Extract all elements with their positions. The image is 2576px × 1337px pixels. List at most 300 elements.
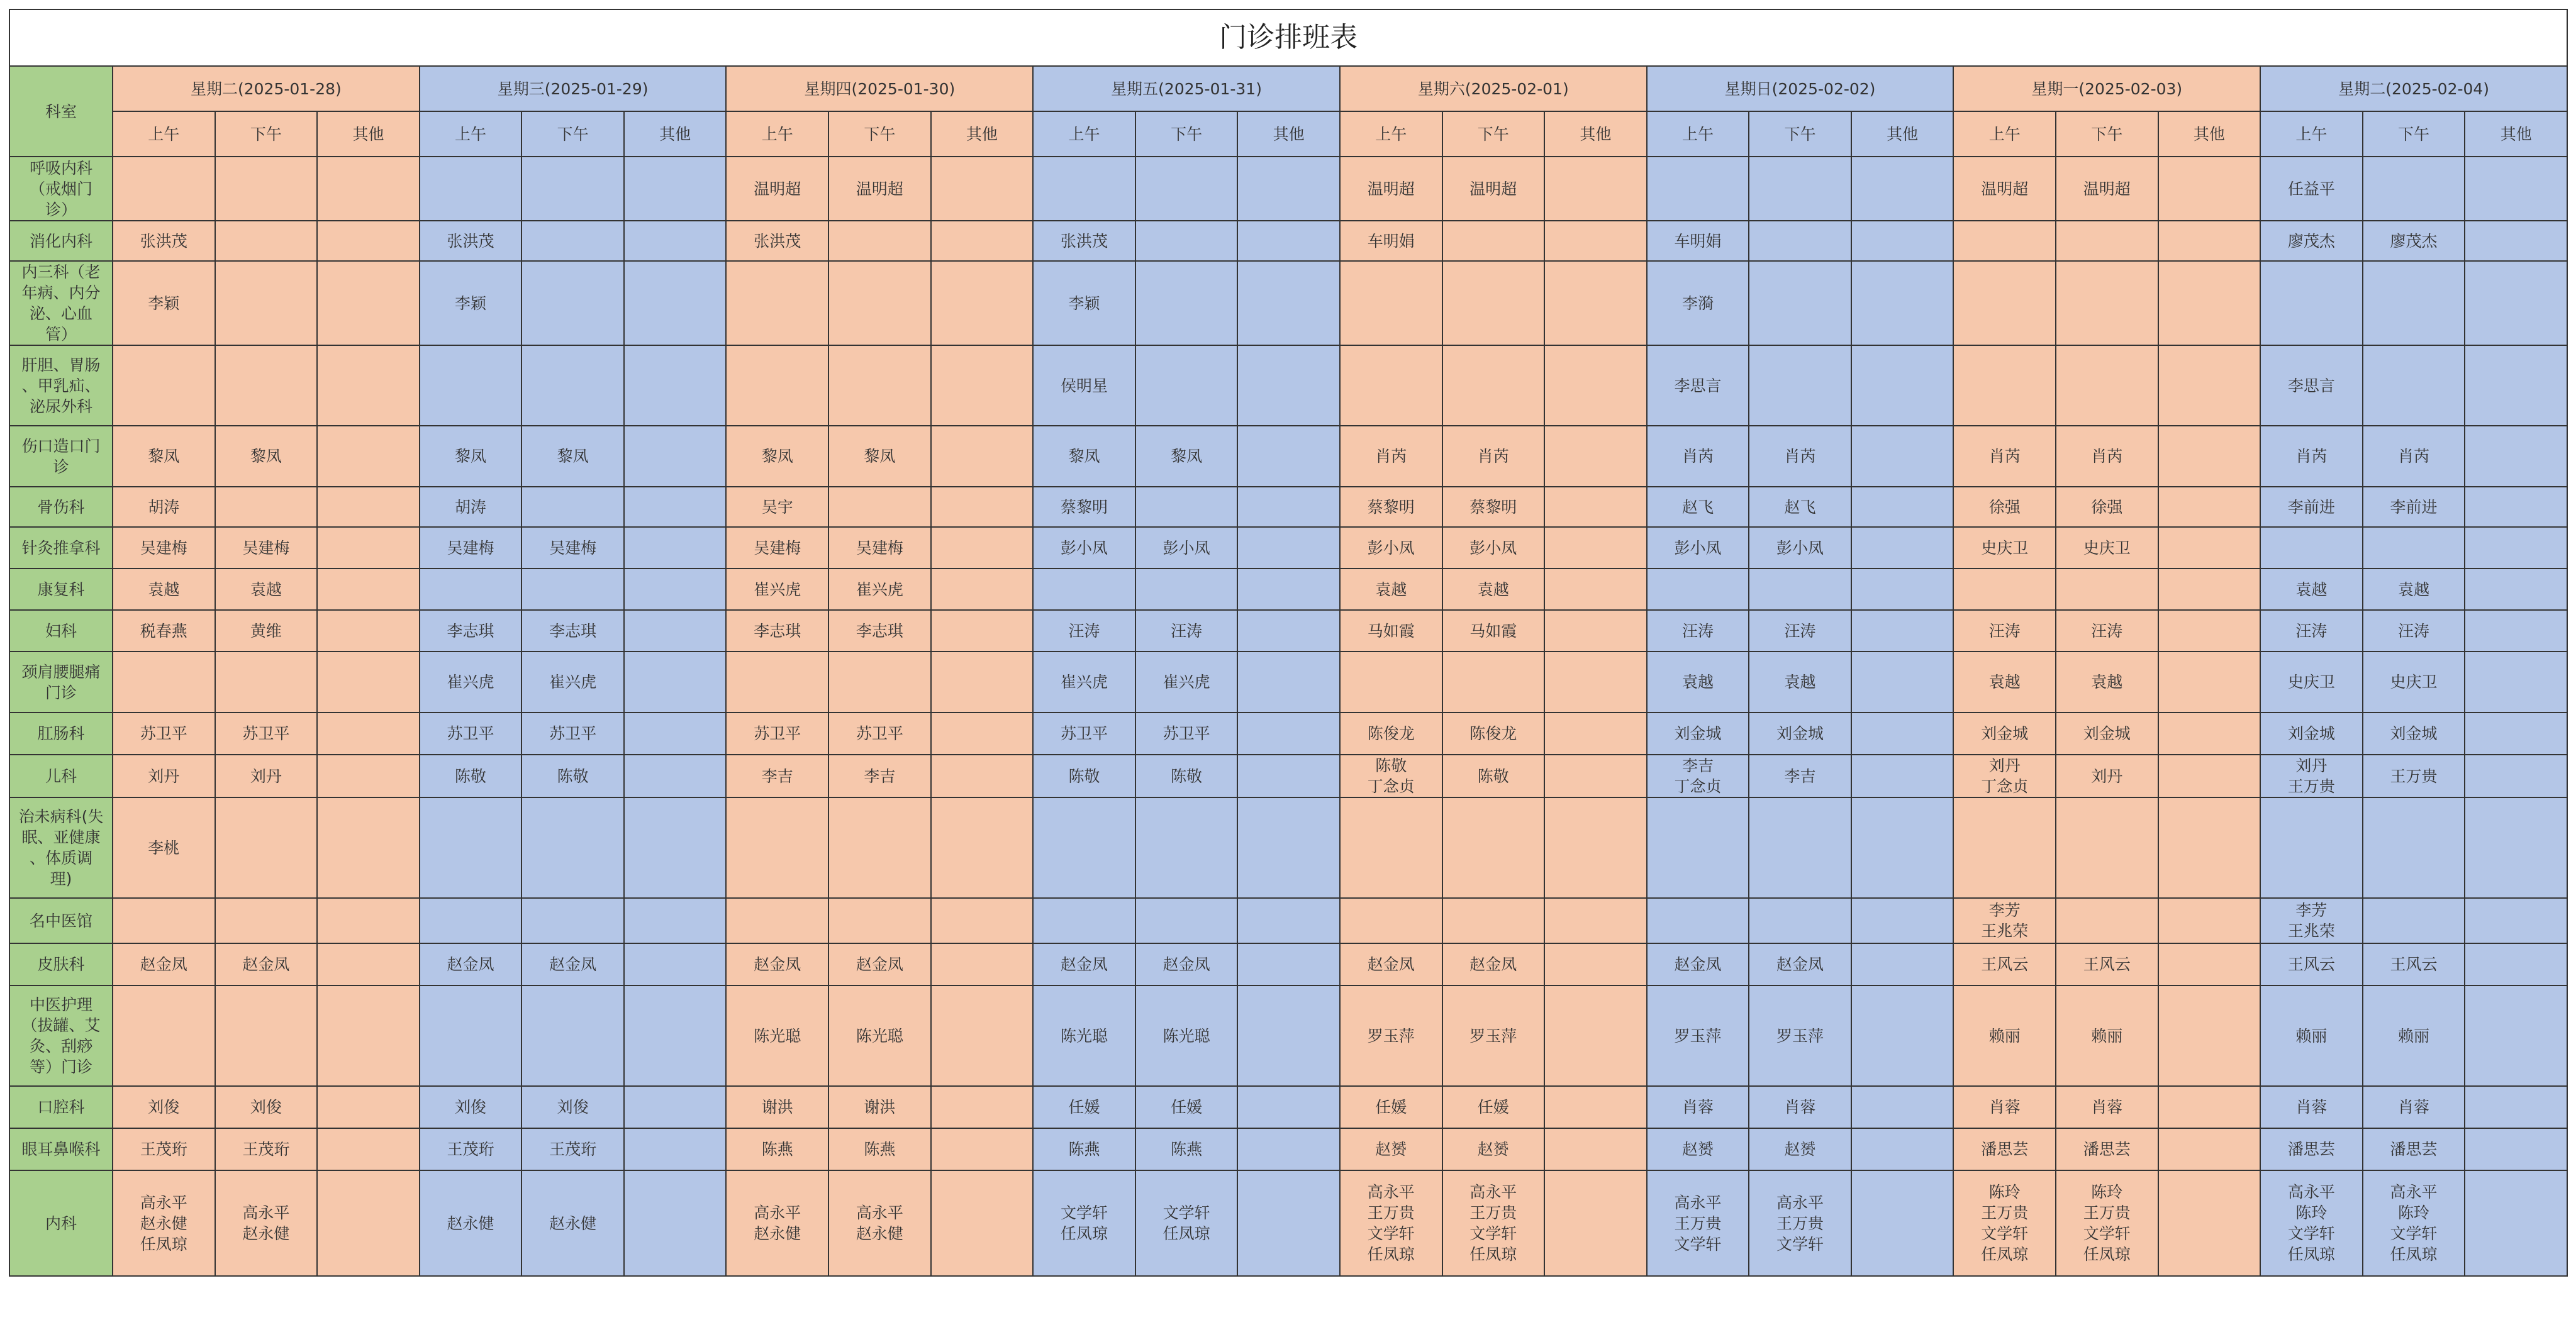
schedule-cell[interactable] bbox=[2363, 1128, 2465, 1170]
schedule-cell[interactable] bbox=[726, 985, 828, 1086]
schedule-cell[interactable] bbox=[2158, 157, 2261, 221]
schedule-cell[interactable] bbox=[1442, 755, 1545, 797]
schedule-cell[interactable] bbox=[1135, 345, 1238, 426]
schedule-cell[interactable] bbox=[1647, 1170, 1749, 1276]
schedule-cell[interactable] bbox=[1851, 487, 1954, 527]
schedule-cell[interactable] bbox=[1749, 652, 1851, 713]
schedule-cell[interactable] bbox=[1647, 221, 1749, 261]
schedule-cell[interactable] bbox=[2260, 487, 2363, 527]
schedule-cell[interactable] bbox=[1033, 985, 1135, 1086]
schedule-cell[interactable] bbox=[624, 610, 727, 652]
schedule-cell[interactable] bbox=[2158, 1128, 2261, 1170]
schedule-cell[interactable] bbox=[1544, 527, 1647, 569]
schedule-cell[interactable] bbox=[2260, 527, 2363, 569]
slot-header[interactable]: 下午 bbox=[215, 111, 318, 157]
slot-header[interactable]: 上午 bbox=[113, 111, 215, 157]
schedule-cell[interactable] bbox=[1237, 1086, 1340, 1128]
schedule-cell[interactable] bbox=[317, 1170, 420, 1276]
schedule-cell[interactable] bbox=[828, 487, 931, 527]
schedule-cell[interactable] bbox=[420, 610, 522, 652]
schedule-cell[interactable] bbox=[420, 1086, 522, 1128]
schedule-cell[interactable] bbox=[1237, 157, 1340, 221]
slot-header[interactable]: 其他 bbox=[1851, 111, 1954, 157]
schedule-cell[interactable] bbox=[420, 797, 522, 898]
schedule-cell[interactable] bbox=[1033, 943, 1135, 985]
schedule-cell[interactable] bbox=[1340, 221, 1442, 261]
schedule-cell[interactable] bbox=[828, 985, 931, 1086]
department-name[interactable] bbox=[9, 527, 113, 569]
schedule-cell[interactable] bbox=[2056, 713, 2158, 755]
schedule-cell[interactable] bbox=[317, 345, 420, 426]
slot-header[interactable]: 上午 bbox=[726, 111, 828, 157]
slot-header[interactable]: 下午 bbox=[828, 111, 931, 157]
schedule-cell[interactable] bbox=[1851, 713, 1954, 755]
schedule-cell[interactable] bbox=[624, 261, 727, 345]
schedule-cell[interactable] bbox=[2056, 652, 2158, 713]
schedule-cell[interactable] bbox=[1442, 943, 1545, 985]
schedule-cell[interactable] bbox=[624, 713, 727, 755]
schedule-cell[interactable] bbox=[1033, 487, 1135, 527]
schedule-cell[interactable] bbox=[113, 221, 215, 261]
schedule-cell[interactable] bbox=[828, 1128, 931, 1170]
schedule-cell[interactable] bbox=[1237, 345, 1340, 426]
schedule-cell[interactable] bbox=[624, 652, 727, 713]
schedule-cell[interactable] bbox=[2056, 487, 2158, 527]
schedule-cell[interactable] bbox=[1237, 943, 1340, 985]
schedule-cell[interactable] bbox=[1237, 527, 1340, 569]
schedule-cell[interactable] bbox=[420, 569, 522, 610]
schedule-cell[interactable] bbox=[420, 652, 522, 713]
schedule-cell[interactable] bbox=[828, 569, 931, 610]
schedule-cell[interactable] bbox=[1851, 1170, 1954, 1276]
schedule-cell[interactable] bbox=[1033, 652, 1135, 713]
schedule-cell[interactable] bbox=[1953, 713, 2056, 755]
schedule-cell[interactable] bbox=[1340, 345, 1442, 426]
day-header[interactable]: 星期四(2025-01-30) bbox=[726, 66, 1033, 111]
schedule-cell[interactable] bbox=[2363, 898, 2465, 943]
schedule-cell[interactable] bbox=[2260, 1086, 2363, 1128]
schedule-cell[interactable] bbox=[1135, 221, 1238, 261]
schedule-cell[interactable] bbox=[1033, 797, 1135, 898]
schedule-cell[interactable] bbox=[317, 898, 420, 943]
schedule-cell[interactable] bbox=[931, 261, 1034, 345]
schedule-cell[interactable] bbox=[420, 1128, 522, 1170]
schedule-cell[interactable] bbox=[420, 157, 522, 221]
schedule-cell[interactable] bbox=[624, 943, 727, 985]
schedule-cell[interactable] bbox=[113, 569, 215, 610]
schedule-cell[interactable] bbox=[726, 221, 828, 261]
schedule-cell[interactable] bbox=[2465, 797, 2567, 898]
schedule-cell[interactable] bbox=[1237, 1128, 1340, 1170]
day-header[interactable]: 星期一(2025-02-03) bbox=[1953, 66, 2260, 111]
schedule-cell[interactable] bbox=[2363, 943, 2465, 985]
schedule-cell[interactable] bbox=[624, 1170, 727, 1276]
schedule-cell[interactable] bbox=[1953, 943, 2056, 985]
schedule-cell[interactable] bbox=[1442, 898, 1545, 943]
schedule-cell[interactable] bbox=[2158, 985, 2261, 1086]
schedule-cell[interactable] bbox=[1340, 943, 1442, 985]
schedule-cell[interactable] bbox=[1851, 652, 1954, 713]
schedule-cell[interactable] bbox=[521, 345, 624, 426]
schedule-cell[interactable] bbox=[1237, 487, 1340, 527]
schedule-cell[interactable] bbox=[1135, 797, 1238, 898]
schedule-cell[interactable] bbox=[828, 527, 931, 569]
schedule-cell[interactable] bbox=[113, 898, 215, 943]
department-name[interactable] bbox=[9, 345, 113, 426]
schedule-cell[interactable] bbox=[2056, 345, 2158, 426]
schedule-cell[interactable] bbox=[2056, 221, 2158, 261]
schedule-cell[interactable] bbox=[215, 487, 318, 527]
schedule-cell[interactable] bbox=[317, 713, 420, 755]
schedule-cell[interactable] bbox=[1135, 261, 1238, 345]
schedule-cell[interactable] bbox=[1851, 755, 1954, 797]
schedule-cell[interactable] bbox=[624, 755, 727, 797]
schedule-cell[interactable] bbox=[624, 345, 727, 426]
schedule-cell[interactable] bbox=[1340, 898, 1442, 943]
schedule-cell[interactable] bbox=[2158, 652, 2261, 713]
schedule-cell[interactable] bbox=[1237, 426, 1340, 487]
schedule-cell[interactable] bbox=[317, 652, 420, 713]
schedule-cell[interactable] bbox=[2363, 345, 2465, 426]
schedule-cell[interactable] bbox=[1135, 487, 1238, 527]
schedule-cell[interactable] bbox=[2056, 797, 2158, 898]
schedule-cell[interactable] bbox=[931, 1128, 1034, 1170]
schedule-cell[interactable] bbox=[1851, 221, 1954, 261]
schedule-cell[interactable] bbox=[1237, 569, 1340, 610]
schedule-cell[interactable] bbox=[726, 1170, 828, 1276]
schedule-cell[interactable] bbox=[1647, 1086, 1749, 1128]
schedule-cell[interactable] bbox=[2158, 426, 2261, 487]
schedule-cell[interactable] bbox=[1544, 345, 1647, 426]
schedule-cell[interactable] bbox=[1135, 1086, 1238, 1128]
schedule-cell[interactable] bbox=[2056, 157, 2158, 221]
schedule-cell[interactable] bbox=[2260, 755, 2363, 797]
department-name[interactable] bbox=[9, 487, 113, 527]
schedule-cell[interactable] bbox=[2465, 652, 2567, 713]
schedule-cell[interactable] bbox=[2363, 527, 2465, 569]
schedule-cell[interactable] bbox=[1544, 898, 1647, 943]
schedule-cell[interactable] bbox=[1135, 943, 1238, 985]
schedule-cell[interactable] bbox=[931, 1170, 1034, 1276]
schedule-cell[interactable] bbox=[1851, 610, 1954, 652]
schedule-cell[interactable] bbox=[317, 569, 420, 610]
schedule-cell[interactable] bbox=[624, 1086, 727, 1128]
schedule-cell[interactable] bbox=[828, 797, 931, 898]
day-header[interactable]: 星期五(2025-01-31) bbox=[1033, 66, 1340, 111]
schedule-cell[interactable] bbox=[215, 569, 318, 610]
schedule-cell[interactable] bbox=[2465, 345, 2567, 426]
schedule-cell[interactable] bbox=[1135, 713, 1238, 755]
schedule-cell[interactable] bbox=[1135, 426, 1238, 487]
schedule-cell[interactable] bbox=[2363, 985, 2465, 1086]
schedule-cell[interactable] bbox=[2363, 261, 2465, 345]
slot-header[interactable]: 其他 bbox=[1544, 111, 1647, 157]
schedule-cell[interactable] bbox=[1237, 610, 1340, 652]
schedule-cell[interactable] bbox=[1237, 221, 1340, 261]
slot-header[interactable]: 其他 bbox=[931, 111, 1034, 157]
schedule-cell[interactable] bbox=[1544, 569, 1647, 610]
schedule-cell[interactable] bbox=[1749, 610, 1851, 652]
schedule-cell[interactable] bbox=[215, 713, 318, 755]
schedule-cell[interactable] bbox=[215, 1086, 318, 1128]
schedule-cell[interactable] bbox=[1953, 1086, 2056, 1128]
schedule-cell[interactable] bbox=[215, 426, 318, 487]
department-name[interactable] bbox=[9, 985, 113, 1086]
schedule-cell[interactable] bbox=[726, 713, 828, 755]
schedule-cell[interactable] bbox=[1442, 569, 1545, 610]
schedule-cell[interactable] bbox=[1647, 527, 1749, 569]
schedule-cell[interactable] bbox=[726, 898, 828, 943]
schedule-cell[interactable] bbox=[931, 157, 1034, 221]
schedule-cell[interactable] bbox=[2465, 527, 2567, 569]
schedule-cell[interactable] bbox=[1953, 1128, 2056, 1170]
schedule-cell[interactable] bbox=[1647, 569, 1749, 610]
schedule-cell[interactable] bbox=[113, 1128, 215, 1170]
schedule-cell[interactable] bbox=[1749, 527, 1851, 569]
schedule-cell[interactable] bbox=[2158, 221, 2261, 261]
schedule-cell[interactable] bbox=[1442, 1128, 1545, 1170]
schedule-cell[interactable] bbox=[317, 426, 420, 487]
schedule-cell[interactable] bbox=[1340, 610, 1442, 652]
schedule-cell[interactable] bbox=[1544, 426, 1647, 487]
schedule-cell[interactable] bbox=[931, 713, 1034, 755]
schedule-cell[interactable] bbox=[1544, 755, 1647, 797]
schedule-cell[interactable] bbox=[2260, 569, 2363, 610]
schedule-cell[interactable] bbox=[2158, 610, 2261, 652]
schedule-cell[interactable] bbox=[1544, 487, 1647, 527]
schedule-cell[interactable] bbox=[2363, 1086, 2465, 1128]
schedule-cell[interactable] bbox=[521, 426, 624, 487]
schedule-cell[interactable] bbox=[215, 985, 318, 1086]
schedule-cell[interactable] bbox=[2158, 1086, 2261, 1128]
schedule-cell[interactable] bbox=[931, 898, 1034, 943]
schedule-cell[interactable] bbox=[1544, 610, 1647, 652]
schedule-cell[interactable] bbox=[317, 527, 420, 569]
schedule-cell[interactable] bbox=[726, 527, 828, 569]
schedule-cell[interactable] bbox=[931, 797, 1034, 898]
slot-header[interactable]: 下午 bbox=[1442, 111, 1545, 157]
schedule-cell[interactable] bbox=[1237, 985, 1340, 1086]
schedule-cell[interactable] bbox=[624, 527, 727, 569]
schedule-cell[interactable] bbox=[1647, 487, 1749, 527]
schedule-cell[interactable] bbox=[1851, 426, 1954, 487]
schedule-cell[interactable] bbox=[113, 487, 215, 527]
schedule-cell[interactable] bbox=[1033, 713, 1135, 755]
schedule-cell[interactable] bbox=[828, 943, 931, 985]
department-name[interactable] bbox=[9, 1086, 113, 1128]
schedule-cell[interactable] bbox=[1442, 157, 1545, 221]
schedule-cell[interactable] bbox=[2056, 527, 2158, 569]
schedule-cell[interactable] bbox=[2363, 610, 2465, 652]
schedule-cell[interactable] bbox=[1442, 487, 1545, 527]
day-header[interactable]: 星期六(2025-02-01) bbox=[1340, 66, 1647, 111]
schedule-cell[interactable] bbox=[2465, 713, 2567, 755]
schedule-cell[interactable] bbox=[2158, 943, 2261, 985]
schedule-cell[interactable] bbox=[113, 261, 215, 345]
schedule-cell[interactable] bbox=[1340, 797, 1442, 898]
schedule-cell[interactable] bbox=[1953, 345, 2056, 426]
schedule-cell[interactable] bbox=[317, 221, 420, 261]
schedule-cell[interactable] bbox=[317, 261, 420, 345]
schedule-cell[interactable] bbox=[2158, 345, 2261, 426]
schedule-cell[interactable] bbox=[1953, 797, 2056, 898]
schedule-cell[interactable] bbox=[317, 610, 420, 652]
schedule-cell[interactable] bbox=[1033, 157, 1135, 221]
schedule-cell[interactable] bbox=[1647, 985, 1749, 1086]
schedule-cell[interactable] bbox=[420, 943, 522, 985]
schedule-cell[interactable] bbox=[2363, 487, 2465, 527]
slot-header[interactable]: 其他 bbox=[2465, 111, 2567, 157]
schedule-cell[interactable] bbox=[1749, 797, 1851, 898]
schedule-cell[interactable] bbox=[1340, 157, 1442, 221]
schedule-cell[interactable] bbox=[2260, 943, 2363, 985]
schedule-cell[interactable] bbox=[1544, 1128, 1647, 1170]
schedule-cell[interactable] bbox=[1237, 755, 1340, 797]
slot-header[interactable]: 下午 bbox=[2363, 111, 2465, 157]
schedule-cell[interactable] bbox=[931, 487, 1034, 527]
schedule-cell[interactable] bbox=[521, 652, 624, 713]
schedule-cell[interactable] bbox=[624, 221, 727, 261]
schedule-cell[interactable] bbox=[931, 527, 1034, 569]
schedule-cell[interactable] bbox=[2260, 426, 2363, 487]
schedule-cell[interactable] bbox=[113, 1170, 215, 1276]
schedule-cell[interactable] bbox=[1544, 985, 1647, 1086]
schedule-cell[interactable] bbox=[1749, 1128, 1851, 1170]
schedule-cell[interactable] bbox=[420, 426, 522, 487]
schedule-cell[interactable] bbox=[2465, 755, 2567, 797]
schedule-cell[interactable] bbox=[828, 345, 931, 426]
schedule-cell[interactable] bbox=[726, 652, 828, 713]
schedule-cell[interactable] bbox=[113, 943, 215, 985]
schedule-cell[interactable] bbox=[1647, 652, 1749, 713]
schedule-cell[interactable] bbox=[931, 1086, 1034, 1128]
schedule-cell[interactable] bbox=[2260, 345, 2363, 426]
schedule-cell[interactable] bbox=[828, 610, 931, 652]
schedule-cell[interactable] bbox=[521, 1170, 624, 1276]
schedule-cell[interactable] bbox=[1033, 1086, 1135, 1128]
schedule-cell[interactable] bbox=[1033, 345, 1135, 426]
schedule-cell[interactable] bbox=[2158, 755, 2261, 797]
schedule-cell[interactable] bbox=[1340, 1170, 1442, 1276]
schedule-cell[interactable] bbox=[215, 797, 318, 898]
slot-header[interactable]: 上午 bbox=[420, 111, 522, 157]
schedule-cell[interactable] bbox=[1237, 1170, 1340, 1276]
schedule-cell[interactable] bbox=[1135, 755, 1238, 797]
schedule-cell[interactable] bbox=[113, 157, 215, 221]
schedule-cell[interactable] bbox=[1851, 569, 1954, 610]
schedule-cell[interactable] bbox=[317, 157, 420, 221]
schedule-cell[interactable] bbox=[420, 755, 522, 797]
schedule-cell[interactable] bbox=[2465, 221, 2567, 261]
schedule-cell[interactable] bbox=[1749, 569, 1851, 610]
schedule-cell[interactable] bbox=[113, 713, 215, 755]
schedule-cell[interactable] bbox=[1033, 898, 1135, 943]
schedule-cell[interactable] bbox=[2363, 713, 2465, 755]
schedule-cell[interactable] bbox=[521, 797, 624, 898]
schedule-cell[interactable] bbox=[726, 797, 828, 898]
schedule-cell[interactable] bbox=[828, 1170, 931, 1276]
schedule-cell[interactable] bbox=[2465, 610, 2567, 652]
slot-header[interactable]: 下午 bbox=[521, 111, 624, 157]
schedule-cell[interactable] bbox=[521, 755, 624, 797]
schedule-cell[interactable] bbox=[317, 1128, 420, 1170]
slot-header[interactable]: 其他 bbox=[2158, 111, 2261, 157]
schedule-cell[interactable] bbox=[1340, 426, 1442, 487]
schedule-cell[interactable] bbox=[113, 1086, 215, 1128]
slot-header[interactable]: 下午 bbox=[1135, 111, 1238, 157]
schedule-cell[interactable] bbox=[1749, 487, 1851, 527]
schedule-cell[interactable] bbox=[1544, 652, 1647, 713]
schedule-cell[interactable] bbox=[1953, 261, 2056, 345]
schedule-cell[interactable] bbox=[1851, 1128, 1954, 1170]
schedule-cell[interactable] bbox=[1544, 943, 1647, 985]
schedule-cell[interactable] bbox=[828, 898, 931, 943]
schedule-cell[interactable] bbox=[215, 898, 318, 943]
schedule-cell[interactable] bbox=[1135, 652, 1238, 713]
schedule-cell[interactable] bbox=[1647, 898, 1749, 943]
schedule-cell[interactable] bbox=[1647, 261, 1749, 345]
schedule-cell[interactable] bbox=[1442, 1170, 1545, 1276]
schedule-cell[interactable] bbox=[2465, 943, 2567, 985]
schedule-cell[interactable] bbox=[521, 943, 624, 985]
schedule-cell[interactable] bbox=[317, 487, 420, 527]
schedule-cell[interactable] bbox=[113, 985, 215, 1086]
schedule-cell[interactable] bbox=[1340, 487, 1442, 527]
schedule-cell[interactable] bbox=[1851, 1086, 1954, 1128]
schedule-cell[interactable] bbox=[2363, 755, 2465, 797]
schedule-cell[interactable] bbox=[521, 1128, 624, 1170]
schedule-cell[interactable] bbox=[2056, 943, 2158, 985]
schedule-cell[interactable] bbox=[931, 652, 1034, 713]
schedule-cell[interactable] bbox=[113, 797, 215, 898]
schedule-cell[interactable] bbox=[420, 487, 522, 527]
schedule-cell[interactable] bbox=[2158, 487, 2261, 527]
slot-header[interactable]: 其他 bbox=[624, 111, 727, 157]
schedule-cell[interactable] bbox=[1749, 221, 1851, 261]
schedule-cell[interactable] bbox=[1442, 985, 1545, 1086]
department-name[interactable] bbox=[9, 426, 113, 487]
schedule-cell[interactable] bbox=[2363, 1170, 2465, 1276]
schedule-cell[interactable] bbox=[521, 261, 624, 345]
schedule-cell[interactable] bbox=[1135, 1170, 1238, 1276]
schedule-cell[interactable] bbox=[2056, 569, 2158, 610]
schedule-cell[interactable] bbox=[828, 652, 931, 713]
schedule-cell[interactable] bbox=[828, 261, 931, 345]
department-name[interactable] bbox=[9, 898, 113, 943]
schedule-cell[interactable] bbox=[1953, 1170, 2056, 1276]
schedule-cell[interactable] bbox=[1340, 261, 1442, 345]
schedule-cell[interactable] bbox=[521, 157, 624, 221]
schedule-cell[interactable] bbox=[2158, 898, 2261, 943]
schedule-cell[interactable] bbox=[2363, 221, 2465, 261]
schedule-cell[interactable] bbox=[828, 755, 931, 797]
schedule-cell[interactable] bbox=[521, 610, 624, 652]
schedule-cell[interactable] bbox=[624, 1128, 727, 1170]
schedule-cell[interactable] bbox=[1647, 755, 1749, 797]
schedule-cell[interactable] bbox=[624, 157, 727, 221]
slot-header[interactable]: 其他 bbox=[317, 111, 420, 157]
schedule-cell[interactable] bbox=[828, 713, 931, 755]
schedule-cell[interactable] bbox=[113, 652, 215, 713]
schedule-cell[interactable] bbox=[2465, 985, 2567, 1086]
schedule-cell[interactable] bbox=[726, 755, 828, 797]
schedule-cell[interactable] bbox=[2158, 797, 2261, 898]
schedule-cell[interactable] bbox=[1749, 713, 1851, 755]
schedule-cell[interactable] bbox=[113, 345, 215, 426]
schedule-cell[interactable] bbox=[2465, 487, 2567, 527]
schedule-cell[interactable] bbox=[2056, 898, 2158, 943]
schedule-cell[interactable] bbox=[1442, 713, 1545, 755]
